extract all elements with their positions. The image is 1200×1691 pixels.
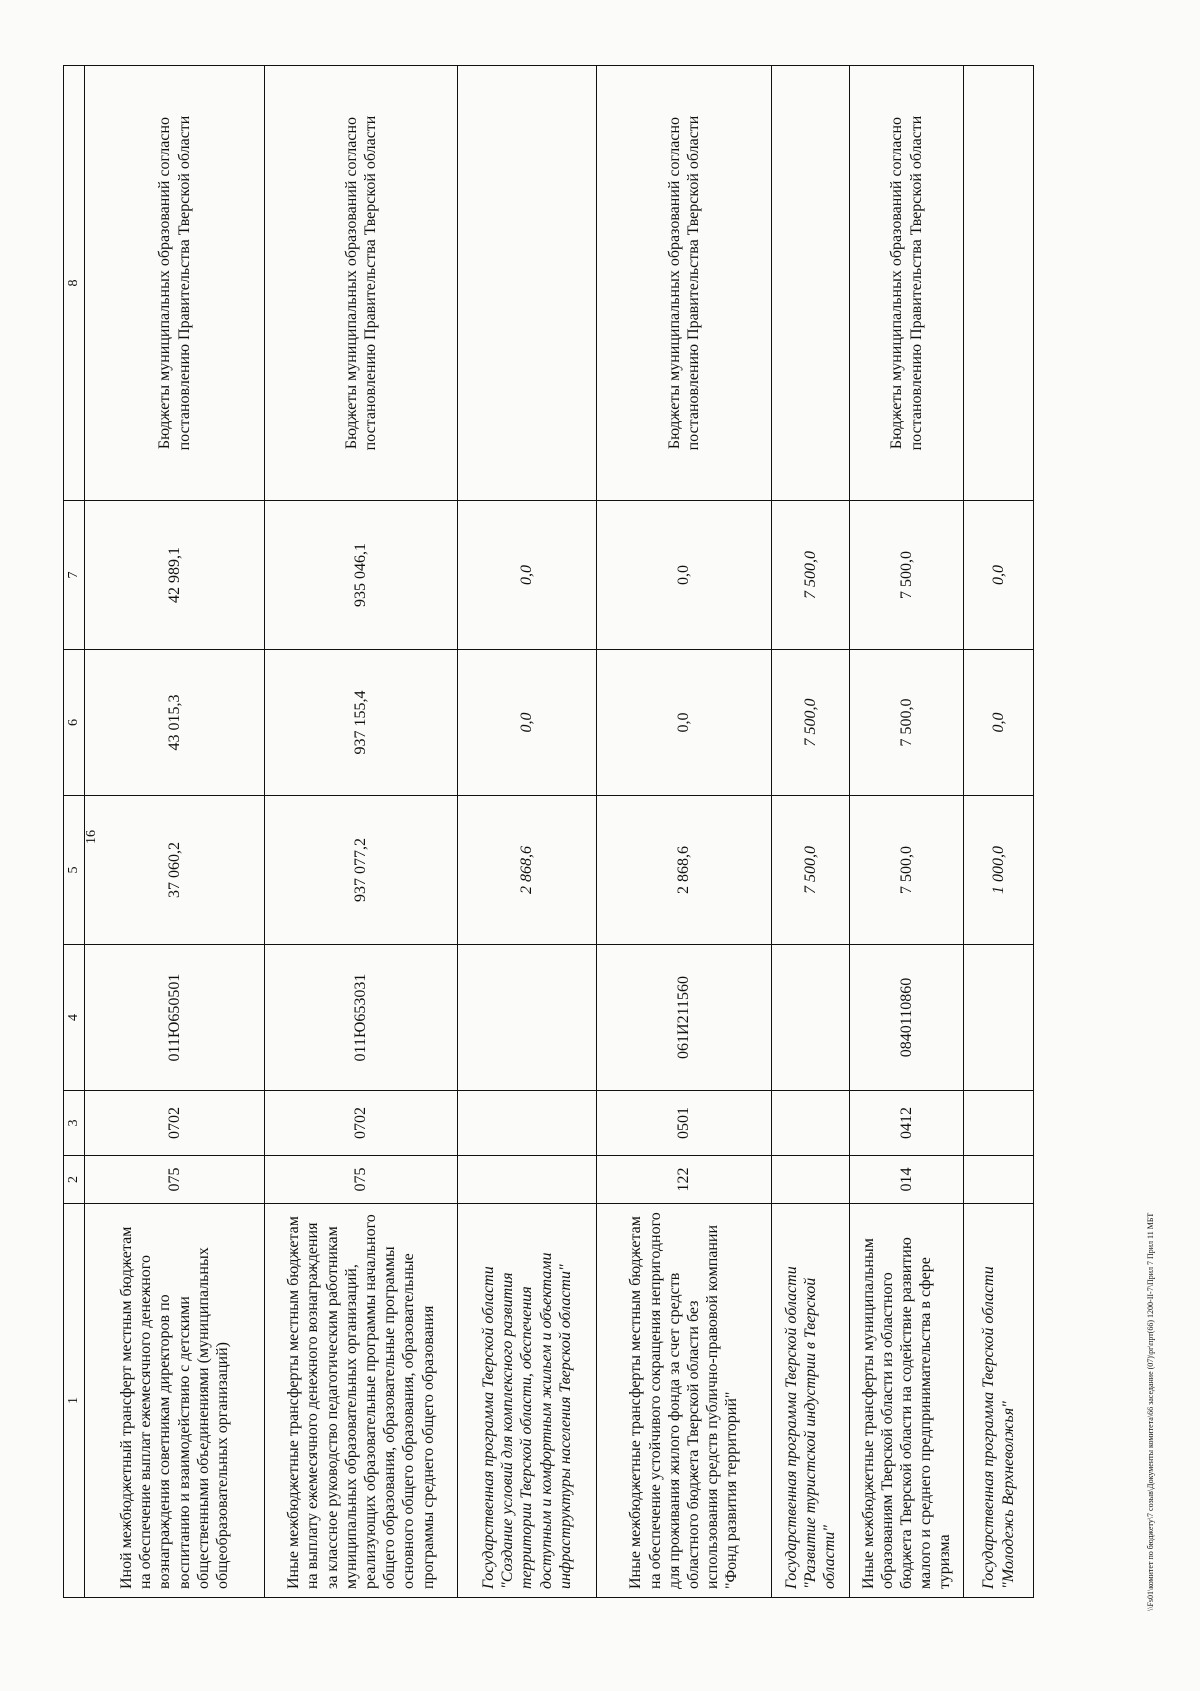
recipient: Бюджеты муниципальных образований согласно постановлению Правительства Тверской области	[85, 66, 265, 501]
amount-col7: 0,0	[458, 501, 597, 650]
budget-transfers-table	[63, 65, 1034, 1598]
row-description: Иные межбюджетные трансферты местным бюджетам на обеспечение устойчивого сокращения непригодного для проживания жилого фонда за счет средств областного бюджета Тверской области без использования средств публично-правовой компании "Фонд развития территорий"	[597, 1204, 772, 1598]
file-path-footer: \\Fs01\комитет по бюджету\7 созыв\Документы комитета\66 заседание (07)\pr\прт(66) 1200-II-7\Прил 7 Прил 11 МБТ	[1146, 1212, 1155, 1611]
amount-col5: 2 868,6	[458, 796, 597, 945]
ministry-code: 075	[85, 1156, 265, 1204]
section-code: 0412	[850, 1091, 964, 1156]
amount-col5: 1 000,0	[964, 796, 1034, 945]
ministry-code	[964, 1156, 1034, 1204]
table-row-program	[772, 66, 850, 1598]
row-description: Иные межбюджетные трансферты муниципальным образованиям Тверской области из областного бюджета Тверской области на содействие развитию малого и среднего предпринимательства в сфере туризма	[850, 1204, 964, 1598]
target-code: 011Ю653031	[265, 945, 458, 1091]
ministry-code	[458, 1156, 597, 1204]
recipient	[964, 66, 1034, 501]
column-header-1: 1	[64, 1204, 85, 1598]
amount-col5: 7 500,0	[772, 796, 850, 945]
column-header-6: 6	[64, 650, 85, 796]
section-code	[772, 1091, 850, 1156]
ministry-code	[772, 1156, 850, 1204]
recipient: Бюджеты муниципальных образований согласно постановлению Правительства Тверской области	[265, 66, 458, 501]
recipient: Бюджеты муниципальных образований согласно постановлению Правительства Тверской области	[597, 66, 772, 501]
column-header-3: 3	[64, 1091, 85, 1156]
amount-col6: 937 155,4	[265, 650, 458, 796]
target-code: 061И211560	[597, 945, 772, 1091]
ministry-code: 075	[265, 1156, 458, 1204]
target-code: 011Ю650501	[85, 945, 265, 1091]
ministry-code: 122	[597, 1156, 772, 1204]
section-code	[964, 1091, 1034, 1156]
amount-col7: 0,0	[964, 501, 1034, 650]
target-code	[772, 945, 850, 1091]
table-row-program	[458, 66, 597, 1598]
target-code	[964, 945, 1034, 1091]
column-header-5: 5	[64, 796, 85, 945]
amount-col7: 7 500,0	[772, 501, 850, 650]
amount-col5: 7 500,0	[850, 796, 964, 945]
column-header-4: 4	[64, 945, 85, 1091]
amount-col5: 937 077,2	[265, 796, 458, 945]
amount-col6: 43 015,3	[85, 650, 265, 796]
column-header-2: 2	[64, 1156, 85, 1204]
target-code: 0840110860	[850, 945, 964, 1091]
amount-col6: 0,0	[597, 650, 772, 796]
table-row	[85, 66, 265, 1598]
table-row	[597, 66, 772, 1598]
section-code: 0501	[597, 1091, 772, 1156]
recipient: Бюджеты муниципальных образований согласно постановлению Правительства Тверской области	[850, 66, 964, 501]
column-header-7: 7	[64, 501, 85, 650]
amount-col6: 7 500,0	[850, 650, 964, 796]
recipient	[458, 66, 597, 501]
program-title: Государственная программа Тверской области "Развитие туристской индустрии в Тверской области"	[772, 1204, 850, 1598]
table-row	[265, 66, 458, 1598]
section-code	[458, 1091, 597, 1156]
amount-col6: 0,0	[458, 650, 597, 796]
amount-col5: 2 868,6	[597, 796, 772, 945]
table-row-program	[964, 66, 1034, 1598]
recipient	[772, 66, 850, 501]
amount-col7: 935 046,1	[265, 501, 458, 650]
table-row	[850, 66, 964, 1598]
ministry-code: 014	[850, 1156, 964, 1204]
target-code	[458, 945, 597, 1091]
amount-col6: 0,0	[964, 650, 1034, 796]
program-title: Государственная программа Тверской области "Молодежь Верхневолжья"	[964, 1204, 1034, 1598]
amount-col5: 37 060,2	[85, 796, 265, 945]
page-number: 16	[84, 830, 99, 844]
column-number-row	[64, 66, 85, 1598]
row-description: Иные межбюджетные трансферты местным бюджетам на выплату ежемесячного денежного вознаграждения за классное руководство педагогическим работникам муниципальных образовательных организаций, реализующих образовательные программы начального общего образования, образовательные программы основного общего образования, образовательные программы среднего общего образования	[265, 1204, 458, 1598]
column-header-8: 8	[64, 66, 85, 501]
amount-col7: 7 500,0	[850, 501, 964, 650]
section-code: 0702	[265, 1091, 458, 1156]
amount-col7: 42 989,1	[85, 501, 265, 650]
section-code: 0702	[85, 1091, 265, 1156]
amount-col6: 7 500,0	[772, 650, 850, 796]
row-description: Иной межбюджетный трансферт местным бюджетам на обеспечение выплат ежемесячного денежного вознаграждения советникам директоров по воспитанию и взаимодействию с детскими общественными объединениями (муниципальных общеобразовательных организаций)	[85, 1204, 265, 1598]
program-title: Государственная программа Тверской области "Создание условий для комплексного развития территории Тверской области, обеспечения доступным и комфортным жильем и объектами инфраструктуры населения Тверской области"	[458, 1204, 597, 1598]
amount-col7: 0,0	[597, 501, 772, 650]
